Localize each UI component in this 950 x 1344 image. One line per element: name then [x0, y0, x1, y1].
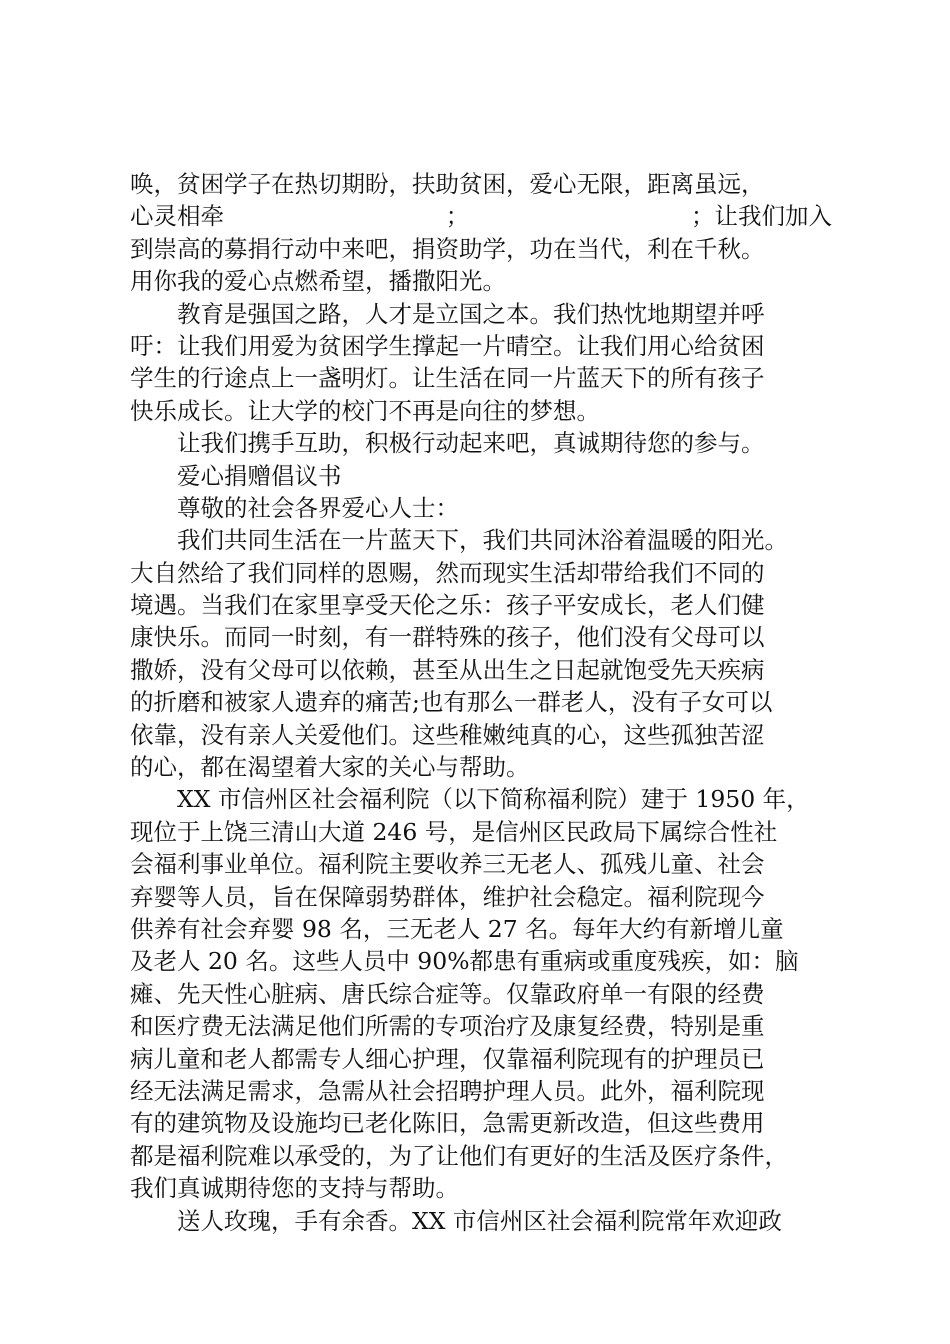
body-line: 经无法满足需求，急需从社会招聘护理人员。此外，福利院现: [130, 1076, 765, 1105]
body-line: 会福利事业单位。福利院主要收养三无老人、孤残儿童、社会: [130, 850, 765, 879]
body-line: 康快乐。而同一时刻，有一群特殊的孩子，他们没有父母可以: [130, 623, 765, 652]
body-line: 都是福利院难以承受的，为了让他们有更好的生活及医疗条件，: [130, 1141, 788, 1170]
body-line: 快乐成长。让大学的校门不再是向往的梦想。: [130, 396, 600, 425]
body-line: 的心，都在渴望着大家的关心与帮助。: [130, 753, 530, 782]
document-page: [130, 168, 832, 1237]
body-line: 我们真诚期待您的支持与帮助。: [130, 1174, 459, 1203]
text-segment: ；: [445, 202, 470, 231]
body-line: 用你我的爱心点燃希望，播撒阳光。: [130, 267, 506, 296]
text-segment: 心灵相牵: [130, 202, 224, 231]
body-line: 及老人 20 名。这些人员中 90%都患有重病或重度残疾，如：脑: [130, 947, 799, 976]
body-line-with-gaps: [130, 200, 832, 232]
body-line: 有的建筑物及设施均已老化陈旧，急需更新改造，但这些费用: [130, 1109, 765, 1138]
body-line: 让我们携手互助，积极行动起来吧，真诚期待您的参与。: [177, 429, 765, 458]
body-line: 的折磨和被家人遗弃的痛苦;也有那么一群老人，没有子女可以: [130, 688, 773, 717]
body-line: 依靠，没有亲人关爱他们。这些稚嫩纯真的心，这些孤独苦涩: [130, 720, 765, 749]
body-line: 现位于上饶三清山大道 246 号，是信州区民政局下属综合性社: [130, 817, 778, 846]
body-line: 唤，贫困学子在热切期盼，扶助贫困，爱心无限，距离虽远，: [130, 170, 765, 198]
salutation: 尊敬的社会各界爱心人士：: [177, 493, 459, 522]
body-line: 瘫、先天性心脏病、唐氏综合症等。仅靠政府单一有限的经费: [130, 979, 765, 1008]
body-line: 我们共同生活在一片蓝天下，我们共同沐浴着温暖的阳光。: [177, 526, 788, 555]
text-segment: ；让我们加入: [691, 202, 832, 231]
body-line: 弃婴等人员，旨在保障弱势群体，维护社会稳定。福利院现今: [130, 882, 765, 911]
body-line: 学生的行途点上一盏明灯。让生活在同一片蓝天下的所有孩子: [130, 364, 765, 393]
body-line: XX 市信州区社会福利院（以下简称福利院）建于 1950 年，: [177, 785, 810, 814]
body-line: 送人玫瑰，手有余香。XX 市信州区社会福利院常年欢迎政: [177, 1206, 782, 1235]
body-line: 大自然给了我们同样的恩赐，然而现实生活却带给我们不同的: [130, 558, 765, 587]
body-line: 撒娇，没有父母可以依赖，甚至从出生之日起就饱受先天疾病: [130, 655, 765, 684]
body-line: 吁：让我们用爱为贫困学生撑起一片晴空。让我们用心给贫困: [130, 331, 765, 360]
body-line: 教育是强国之路，人才是立国之本。我们热忱地期望并呼: [177, 299, 765, 328]
body-line: 境遇。当我们在家里享受天伦之乐：孩子平安成长，老人们健: [130, 591, 765, 620]
document-title: 爱心捐赠倡议书: [177, 461, 342, 490]
body-line: 到崇高的募捐行动中来吧，捐资助学，功在当代，利在千秋。: [130, 234, 765, 263]
body-line: 和医疗费无法满足他们所需的专项治疗及康复经费，特别是重: [130, 1012, 765, 1041]
body-line: 供养有社会弃婴 98 名，三无老人 27 名。每年大约有新增儿童: [130, 914, 784, 943]
body-line: 病儿童和老人都需专人细心护理，仅靠福利院现有的护理员已: [130, 1044, 765, 1073]
